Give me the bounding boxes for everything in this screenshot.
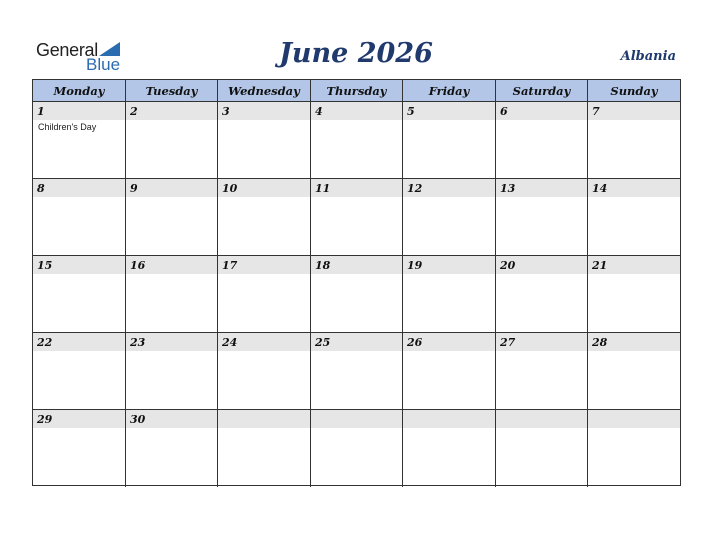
day-cell-14	[588, 179, 680, 256]
day-number: 19	[407, 259, 423, 272]
day-number: 24	[222, 336, 238, 349]
day-number: 7	[592, 105, 600, 118]
day-cell-26	[403, 333, 496, 410]
weekday-wednesday: Wednesday	[218, 80, 311, 101]
day-number: 4	[315, 105, 323, 118]
calendar-grid	[32, 79, 681, 486]
day-number-bar	[126, 102, 217, 120]
day-number: 15	[37, 259, 53, 272]
day-number-bar	[218, 256, 310, 274]
day-number: 2	[130, 105, 138, 118]
day-number-bar	[311, 333, 402, 351]
day-number: 5	[407, 105, 415, 118]
day-cell-4	[311, 102, 403, 179]
day-number-bar	[218, 179, 310, 197]
day-number-bar	[126, 410, 217, 428]
day-cell-7	[588, 102, 680, 179]
day-number-bar	[588, 179, 680, 197]
empty-day-cell	[588, 410, 680, 487]
day-number-bar	[311, 102, 402, 120]
day-cell-5	[403, 102, 496, 179]
day-cell-16	[126, 256, 218, 333]
day-cell-23	[126, 333, 218, 410]
day-cell-19	[403, 256, 496, 333]
day-number: 10	[222, 182, 238, 195]
day-number: 28	[592, 336, 608, 349]
day-number: 12	[407, 182, 423, 195]
day-number-bar	[33, 256, 125, 274]
day-number: 20	[500, 259, 516, 272]
day-number-bar	[218, 102, 310, 120]
day-number: 30	[130, 413, 146, 426]
day-cell-25	[311, 333, 403, 410]
day-number-bar	[403, 333, 495, 351]
empty-day-cell	[218, 410, 311, 487]
day-cell-27	[496, 333, 588, 410]
day-number: 14	[592, 182, 608, 195]
day-number: 25	[315, 336, 331, 349]
day-cell-9	[126, 179, 218, 256]
day-number: 11	[315, 182, 331, 195]
empty-day-cell	[496, 410, 588, 487]
calendar-title: June 2026	[279, 38, 433, 69]
empty-day-cell	[403, 410, 496, 487]
day-number: 22	[37, 336, 53, 349]
day-cell-2	[126, 102, 218, 179]
day-cell-10	[218, 179, 311, 256]
empty-day-cell	[311, 410, 403, 487]
day-number-bar	[403, 256, 495, 274]
day-cell-1	[33, 102, 126, 179]
day-number: 8	[37, 182, 45, 195]
weekday-friday: Friday	[403, 80, 496, 101]
day-cell-17	[218, 256, 311, 333]
day-number: 26	[407, 336, 423, 349]
day-number: 21	[592, 259, 608, 272]
day-number-bar	[588, 410, 680, 428]
day-number: 23	[130, 336, 146, 349]
day-number-bar	[403, 179, 495, 197]
day-number-bar	[311, 256, 402, 274]
day-cell-22	[33, 333, 126, 410]
weekday-sunday: Sunday	[610, 84, 658, 98]
day-number: 13	[500, 182, 516, 195]
day-number-bar	[33, 333, 125, 351]
day-number-bar	[126, 256, 217, 274]
day-number-bar	[496, 410, 587, 428]
day-number-bar	[33, 102, 125, 120]
weekday-monday: Monday	[33, 80, 126, 101]
day-cell-11	[311, 179, 403, 256]
day-number-bar	[33, 410, 125, 428]
day-cell-12	[403, 179, 496, 256]
day-number-bar	[496, 333, 587, 351]
day-number-bar	[311, 179, 402, 197]
weekday-saturday: Saturday	[496, 80, 588, 101]
day-cell-6	[496, 102, 588, 179]
day-cell-28	[588, 333, 680, 410]
day-cell-18	[311, 256, 403, 333]
day-number: 17	[222, 259, 238, 272]
day-number: 27	[500, 336, 516, 349]
day-number-bar	[403, 102, 495, 120]
country-label: Albania	[620, 49, 676, 64]
day-number: 18	[315, 259, 331, 272]
day-cell-8	[33, 179, 126, 256]
day-cell-24	[218, 333, 311, 410]
day-number-bar	[588, 333, 680, 351]
day-cell-15	[33, 256, 126, 333]
logo-word-blue: Blue	[86, 55, 121, 74]
day-number-bar	[218, 333, 310, 351]
day-number-bar	[588, 102, 680, 120]
day-cell-20	[496, 256, 588, 333]
holiday-label: Children's Day	[38, 122, 97, 132]
day-cell-3	[218, 102, 311, 179]
day-cell-21	[588, 256, 680, 333]
day-number-bar	[126, 179, 217, 197]
day-number-bar	[496, 179, 587, 197]
day-number: 1	[37, 105, 45, 118]
day-number: 6	[500, 105, 508, 118]
day-number: 9	[130, 182, 138, 195]
day-number-bar	[496, 102, 587, 120]
day-number-bar	[496, 256, 587, 274]
day-number-bar	[403, 410, 495, 428]
day-number-bar	[126, 333, 217, 351]
day-cell-29	[33, 410, 126, 487]
day-cell-13	[496, 179, 588, 256]
weekday-header-row	[33, 80, 680, 102]
weekday-tuesday: Tuesday	[126, 80, 218, 101]
weekday-thursday: Thursday	[311, 80, 403, 101]
day-number-bar	[218, 410, 310, 428]
day-number: 29	[37, 413, 53, 426]
day-number: 3	[222, 105, 230, 118]
day-number-bar	[588, 256, 680, 274]
logo-word-general: General	[36, 40, 98, 60]
day-number-bar	[33, 179, 125, 197]
day-number: 16	[130, 259, 146, 272]
day-cell-30	[126, 410, 218, 487]
day-number-bar	[311, 410, 402, 428]
